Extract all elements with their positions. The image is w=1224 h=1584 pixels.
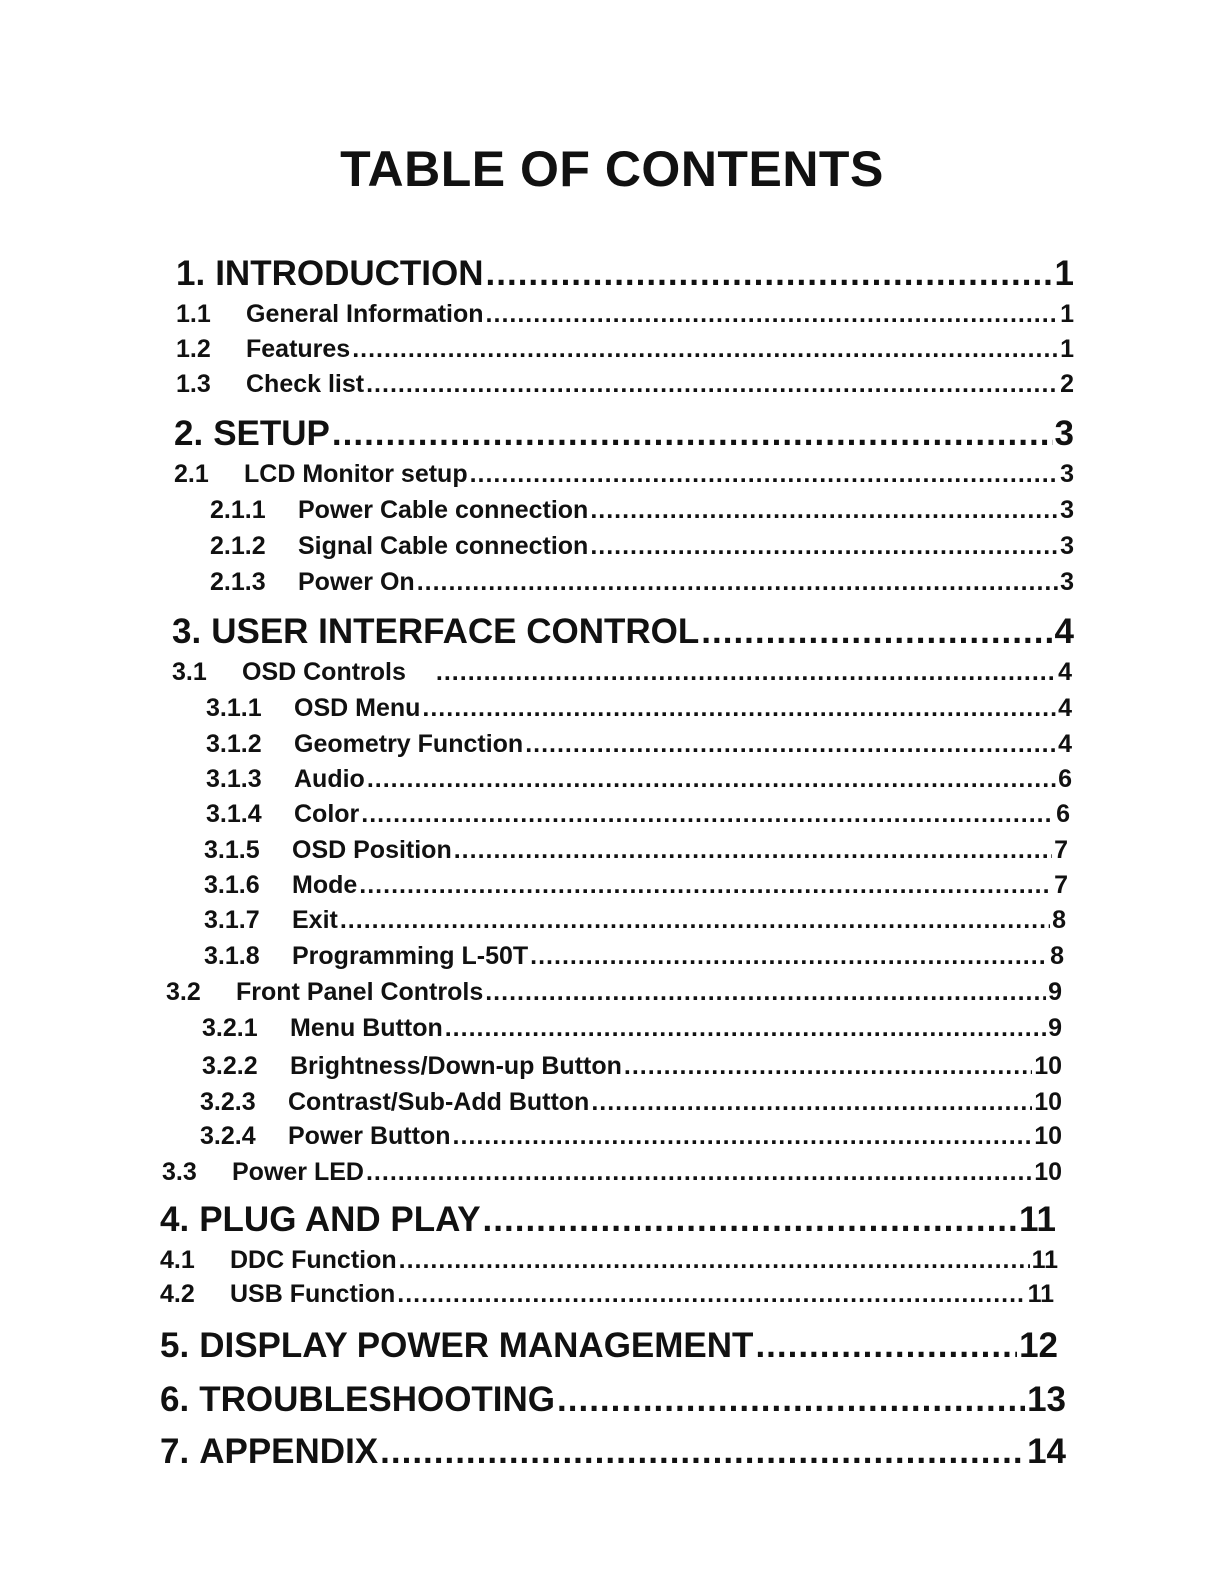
toc-entry-subsubsection[interactable] xyxy=(204,906,1066,935)
toc-entry-label: OSD Menu xyxy=(294,694,421,722)
dot-leader xyxy=(624,1052,1032,1081)
toc-entry-page: 11 xyxy=(1019,1200,1056,1239)
toc-entry-section[interactable] xyxy=(160,1380,1066,1420)
toc-entry-label: INTRODUCTION xyxy=(215,254,484,293)
toc-entry-number: 3.1.7 xyxy=(204,906,260,934)
toc-entry-subsection[interactable] xyxy=(176,300,1074,329)
dot-leader xyxy=(525,730,1056,759)
toc-entry-label: Mode xyxy=(292,871,358,899)
toc-entry-page: 10 xyxy=(1034,1122,1062,1150)
dot-leader xyxy=(332,414,1053,454)
toc-entry-number: 1.1 xyxy=(176,300,211,328)
toc-entry-page: 12 xyxy=(1019,1326,1058,1365)
dot-leader xyxy=(366,1158,1032,1187)
dot-leader xyxy=(453,1122,1033,1151)
toc-entry-page: 7 xyxy=(1054,871,1068,899)
toc-entry-subsubsection[interactable] xyxy=(204,836,1068,865)
toc-entry-section[interactable] xyxy=(174,414,1074,454)
dot-leader xyxy=(361,800,1054,829)
toc-entry-subsubsection[interactable] xyxy=(210,532,1074,561)
toc-entry-subsection[interactable] xyxy=(160,1246,1058,1275)
toc-entry-subsubsection[interactable] xyxy=(210,568,1074,597)
toc-entry-number: 3.1.2 xyxy=(206,730,262,758)
toc-entry-label: USB Function xyxy=(230,1280,396,1308)
dot-leader xyxy=(557,1380,1025,1420)
dot-leader xyxy=(470,460,1059,489)
toc-entry-label: Features xyxy=(246,335,351,363)
toc-entry-label: Exit xyxy=(292,906,338,934)
toc-entry-number: 2.1.3 xyxy=(210,568,266,596)
toc-entry-page: 11 xyxy=(1027,1280,1054,1308)
toc-entry-subsection[interactable] xyxy=(176,370,1074,399)
toc-entry-subsection[interactable] xyxy=(160,1280,1054,1309)
toc-entry-section[interactable] xyxy=(160,1432,1066,1472)
dot-leader xyxy=(485,978,1046,1007)
toc-entry-subsubsection[interactable] xyxy=(206,730,1072,759)
toc-entry-subsubsection[interactable] xyxy=(200,1088,1062,1117)
toc-entry-subsubsection[interactable] xyxy=(200,1122,1062,1151)
toc-entry-number: 2.1.2 xyxy=(210,532,266,560)
dot-leader xyxy=(367,765,1056,794)
toc-entry-subsection[interactable] xyxy=(172,658,1072,687)
toc-entry-page: 4 xyxy=(1058,730,1072,758)
toc-entry-number: 3.2.1 xyxy=(202,1014,258,1042)
dot-leader xyxy=(399,1246,1030,1275)
toc-entry-subsubsection[interactable] xyxy=(206,765,1072,794)
toc-entry-subsubsection[interactable] xyxy=(202,1052,1062,1081)
toc-entry-number: 3.2.2 xyxy=(202,1052,258,1080)
toc-entry-page: 6 xyxy=(1058,765,1072,793)
toc-entry-page: 3 xyxy=(1060,532,1074,560)
toc-entry-page: 11 xyxy=(1031,1246,1058,1274)
toc-entry-page: 3 xyxy=(1054,414,1074,453)
dot-leader xyxy=(530,942,1048,971)
toc-entry-label: Power Button xyxy=(288,1122,451,1150)
dot-leader xyxy=(359,871,1052,900)
toc-entry-number: 1. xyxy=(176,254,206,293)
dot-leader xyxy=(397,1280,1025,1309)
dot-leader xyxy=(486,254,1053,294)
toc-entry-number: 3.1.5 xyxy=(204,836,260,864)
toc-entry-page: 4 xyxy=(1058,658,1072,686)
toc-entry-number: 3.2.4 xyxy=(200,1122,256,1150)
toc-entry-section[interactable] xyxy=(160,1200,1056,1240)
toc-entry-number: 2. xyxy=(174,414,204,453)
toc-entry-label: Brightness/Down-up Button xyxy=(290,1052,622,1080)
dot-leader xyxy=(422,694,1056,723)
toc-entry-number: 4.2 xyxy=(160,1280,195,1308)
toc-entry-label: TROUBLESHOOTING xyxy=(199,1380,556,1419)
dot-leader xyxy=(590,496,1058,525)
toc-entry-number: 4. xyxy=(160,1200,190,1239)
toc-entry-page: 1 xyxy=(1060,335,1074,363)
toc-entry-page: 3 xyxy=(1060,496,1074,524)
toc-entry-subsubsection[interactable] xyxy=(204,942,1064,971)
toc-entry-subsection[interactable] xyxy=(174,460,1074,489)
toc-entry-label: Geometry Function xyxy=(294,730,524,758)
toc-entry-label: Audio xyxy=(294,765,365,793)
toc-entry-number: 3. xyxy=(172,612,202,651)
toc-entry-label: Signal Cable connection xyxy=(298,532,589,560)
dot-leader xyxy=(352,335,1058,364)
toc-entry-number: 3.1.1 xyxy=(206,694,262,722)
dot-leader xyxy=(701,612,1052,652)
toc-entry-page: 3 xyxy=(1060,460,1074,488)
dot-leader xyxy=(755,1326,1017,1366)
toc-entry-label: General Information xyxy=(246,300,484,328)
toc-entry-page: 13 xyxy=(1027,1380,1066,1419)
toc-entry-label: LCD Monitor setup xyxy=(244,460,468,488)
toc-entry-number: 2.1 xyxy=(174,460,209,488)
toc-entry-page: 7 xyxy=(1054,836,1068,864)
toc-entry-number: 3.2.3 xyxy=(200,1088,256,1116)
toc-entry-label: Front Panel Controls xyxy=(236,978,484,1006)
toc-entry-label: DISPLAY POWER MANAGEMENT xyxy=(199,1326,754,1365)
toc-entry-subsection[interactable] xyxy=(176,335,1074,364)
toc-entry-number: 7. xyxy=(160,1432,190,1471)
toc-entry-label: DDC Function xyxy=(230,1246,397,1274)
toc-entry-section[interactable] xyxy=(172,612,1074,652)
toc-entry-label: OSD Controls xyxy=(242,658,406,686)
toc-entry-page: 8 xyxy=(1052,906,1066,934)
toc-entry-number: 6. xyxy=(160,1380,190,1419)
dot-leader xyxy=(486,300,1059,329)
page-title: TABLE OF CONTENTS xyxy=(340,141,884,197)
toc-entry-page: 1 xyxy=(1060,300,1074,328)
toc-entry-number: 3.1 xyxy=(172,658,207,686)
toc-entry-number: 1.2 xyxy=(176,335,211,363)
toc-entry-label: Menu Button xyxy=(290,1014,443,1042)
toc-entry-label: Power Cable connection xyxy=(298,496,589,524)
toc-entry-number: 2.1.1 xyxy=(210,496,266,524)
toc-entry-number: 3.1.3 xyxy=(206,765,262,793)
toc-entry-page: 10 xyxy=(1034,1052,1062,1080)
toc-entry-subsubsection[interactable] xyxy=(202,1014,1062,1043)
toc-entry-label: OSD Position xyxy=(292,836,452,864)
toc-entry-page: 3 xyxy=(1060,568,1074,596)
toc-entry-number: 4.1 xyxy=(160,1246,195,1274)
dot-leader xyxy=(380,1432,1025,1472)
toc-entry-number: 3.1.4 xyxy=(206,800,262,828)
toc-entry-page: 6 xyxy=(1056,800,1070,828)
dot-leader xyxy=(483,1200,1017,1240)
toc-entry-page: 1 xyxy=(1054,254,1074,293)
toc-entry-number: 3.3 xyxy=(162,1158,197,1186)
toc-entry-subsubsection[interactable] xyxy=(204,871,1068,900)
dot-leader xyxy=(591,1088,1032,1117)
dot-leader xyxy=(436,658,1056,687)
toc-entry-number: 3.2 xyxy=(166,978,201,1006)
toc-entry-label: USER INTERFACE CONTROL xyxy=(211,612,700,651)
toc-entry-label: Programming L-50T xyxy=(292,942,529,970)
toc-entry-label: APPENDIX xyxy=(199,1432,379,1471)
toc-entry-label: Contrast/Sub-Add Button xyxy=(288,1088,590,1116)
toc-entry-page: 8 xyxy=(1050,942,1064,970)
toc-entry-page: 10 xyxy=(1034,1158,1062,1186)
toc-entry-page: 10 xyxy=(1034,1088,1062,1116)
toc-entry-page: 9 xyxy=(1048,978,1062,1006)
toc-entry-number: 3.1.6 xyxy=(204,871,260,899)
toc-entry-subsubsection[interactable] xyxy=(210,496,1074,525)
toc-entry-label: PLUG AND PLAY xyxy=(199,1200,481,1239)
dot-leader xyxy=(445,1014,1046,1043)
toc-entry-page: 2 xyxy=(1060,370,1074,398)
toc-entry-label: Check list xyxy=(246,370,365,398)
toc-entry-subsection[interactable] xyxy=(162,1158,1062,1187)
dot-leader xyxy=(454,836,1052,865)
toc-entry-number: 3.1.8 xyxy=(204,942,260,970)
toc-entry-label: Power LED xyxy=(232,1158,364,1186)
toc-entry-section[interactable] xyxy=(176,254,1074,294)
dot-leader xyxy=(340,906,1050,935)
toc-entry-page: 14 xyxy=(1027,1432,1066,1471)
toc-entry-section[interactable] xyxy=(160,1326,1058,1366)
toc-entry-subsection[interactable] xyxy=(166,978,1062,1007)
toc-entry-number: 1.3 xyxy=(176,370,211,398)
toc-entry-number: 5. xyxy=(160,1326,190,1365)
toc-entry-page: 9 xyxy=(1048,1014,1062,1042)
toc-entry-page: 4 xyxy=(1058,694,1072,722)
dot-leader xyxy=(590,532,1058,561)
toc-entry-label: Color xyxy=(294,800,360,828)
toc-entry-subsubsection[interactable] xyxy=(206,800,1070,829)
dot-leader xyxy=(366,370,1058,399)
toc-entry-subsubsection[interactable] xyxy=(206,694,1072,723)
dot-leader xyxy=(417,568,1058,597)
toc-entry-label: SETUP xyxy=(213,414,330,453)
toc-entry-page: 4 xyxy=(1054,612,1074,651)
toc-entry-label: Power On xyxy=(298,568,415,596)
